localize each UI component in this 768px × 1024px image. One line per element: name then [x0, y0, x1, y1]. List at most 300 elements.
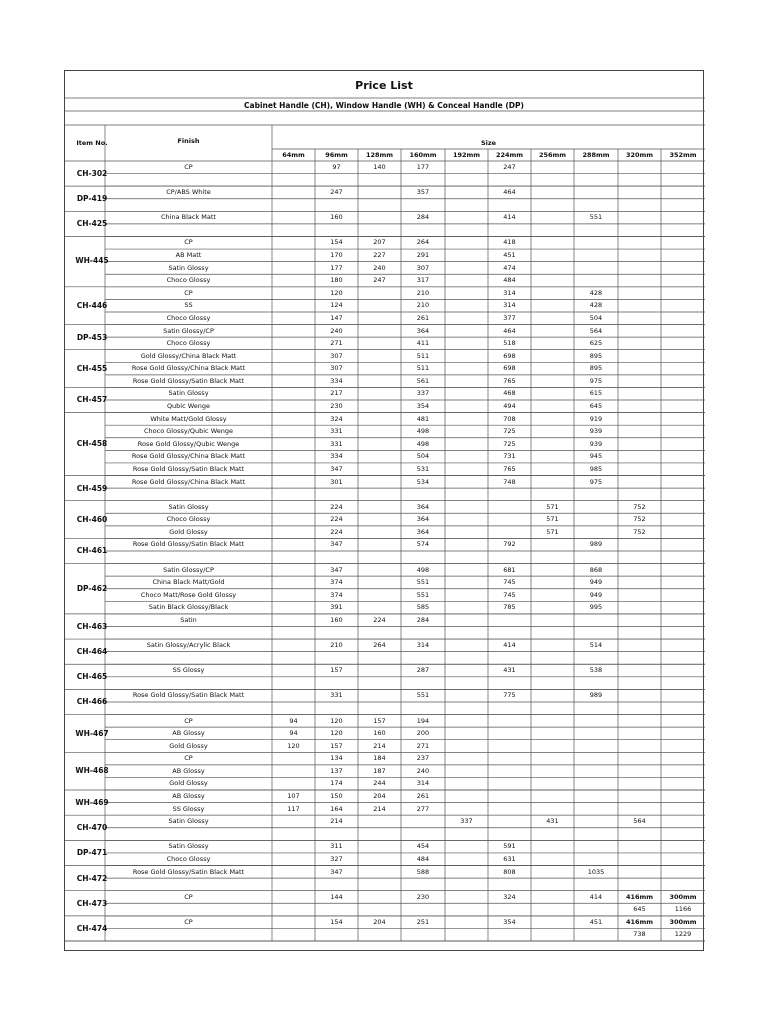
- price-cell: [618, 740, 661, 753]
- price-cell: [531, 375, 574, 388]
- price-cell: [661, 589, 705, 602]
- price-cell: [488, 715, 531, 728]
- price-cell: [488, 526, 531, 539]
- price-cell: 498: [416, 439, 430, 448]
- price-cell: 428: [589, 301, 603, 310]
- price-cell: [618, 538, 661, 551]
- price-cell: [661, 325, 705, 338]
- price-cell: [618, 664, 661, 677]
- price-cell: [618, 803, 661, 816]
- price-cell: [661, 362, 705, 375]
- price-cell: 224: [373, 615, 386, 624]
- price-cell: [358, 501, 401, 514]
- price-cell: [445, 664, 488, 677]
- price-cell: 698: [503, 351, 516, 360]
- finish-cell: Satin Glossy: [168, 502, 209, 511]
- price-cell: [272, 287, 315, 300]
- price-cell: 354: [416, 402, 430, 411]
- price-cell: [272, 161, 315, 174]
- price-cell: [618, 777, 661, 790]
- price-cell: 975: [589, 376, 603, 385]
- finish-cell: SS Glossy: [172, 804, 205, 813]
- price-cell: 224: [330, 515, 343, 524]
- price-cell: [661, 576, 705, 589]
- price-cell: [272, 425, 315, 438]
- price-cell: 331: [330, 691, 343, 700]
- finish-cell: Rose Gold Glossy/China Black Matt: [131, 477, 246, 486]
- price-cell: 300mm: [669, 917, 697, 926]
- price-cell: 939: [589, 439, 603, 448]
- price-cell: 808: [503, 867, 516, 876]
- price-cell: 785: [503, 603, 516, 612]
- price-cell: [661, 312, 705, 325]
- finish-cell: China Black Matt/Gold: [152, 578, 225, 587]
- price-cell: 251: [416, 917, 430, 926]
- price-cell: 244: [373, 779, 386, 788]
- finish-cell: CP: [184, 917, 193, 926]
- price-cell: [272, 903, 315, 916]
- price-cell: 708: [503, 414, 516, 423]
- price-cell: 264: [416, 238, 430, 247]
- price-cell: 414: [503, 213, 516, 222]
- price-cell: [574, 161, 618, 174]
- header-size-224mm: 224mm: [495, 151, 524, 159]
- price-cell: 210: [416, 301, 430, 310]
- price-cell: [661, 161, 705, 174]
- item-no-cell: CH-446: [76, 300, 108, 310]
- price-cell: [272, 589, 315, 602]
- price-cell: 107: [287, 792, 300, 801]
- price-cell: 451: [503, 251, 516, 260]
- price-cell: [531, 928, 574, 941]
- price-cell: [661, 274, 705, 287]
- price-cell: 514: [589, 641, 603, 650]
- price-cell: [661, 438, 705, 451]
- price-cell: [315, 903, 358, 916]
- price-cell: 157: [373, 716, 386, 725]
- price-cell: 451: [589, 917, 603, 926]
- price-cell: 240: [330, 326, 343, 335]
- price-cell: 331: [330, 439, 343, 448]
- price-cell: [358, 513, 401, 526]
- price-cell: [618, 853, 661, 866]
- price-cell: [488, 815, 531, 828]
- item-no-cell: CH-302: [76, 169, 108, 178]
- price-cell: [488, 614, 531, 627]
- price-cell: [661, 350, 705, 363]
- price-cell: [445, 803, 488, 816]
- price-cell: 374: [330, 578, 343, 587]
- price-cell: 134: [330, 754, 343, 763]
- price-cell: 324: [503, 892, 516, 901]
- finish-cell: CP: [184, 288, 193, 297]
- item-no-cell: CH-458: [76, 438, 108, 448]
- price-cell: [445, 526, 488, 539]
- price-cell: [661, 299, 705, 312]
- price-cell: 224: [330, 502, 343, 511]
- price-cell: 137: [330, 766, 343, 775]
- price-cell: 431: [503, 666, 516, 675]
- price-cell: 725: [503, 427, 516, 436]
- price-cell: 247: [503, 163, 516, 171]
- finish-cell: AB Glossy: [172, 792, 205, 801]
- price-cell: 504: [589, 313, 603, 322]
- price-cell: 531: [416, 464, 430, 473]
- price-cell: [488, 501, 531, 514]
- price-cell: [445, 413, 488, 426]
- price-cell: [358, 815, 401, 828]
- price-cell: [445, 450, 488, 463]
- price-cell: 895: [589, 351, 603, 360]
- price-cell: 511: [416, 364, 430, 373]
- price-cell: 414: [589, 892, 603, 901]
- price-cell: 307: [330, 364, 343, 373]
- price-cell: [445, 916, 488, 929]
- price-cell: [618, 765, 661, 778]
- price-cell: [661, 249, 705, 262]
- price-cell: 551: [416, 590, 430, 599]
- price-cell: [358, 576, 401, 589]
- price-cell: 347: [330, 540, 343, 549]
- price-cell: [618, 161, 661, 174]
- price-cell: [531, 689, 574, 702]
- price-cell: [358, 928, 401, 941]
- price-cell: [358, 325, 401, 338]
- price-cell: [445, 438, 488, 451]
- price-cell: [574, 928, 618, 941]
- price-cell: 574: [416, 540, 430, 549]
- price-cell: [661, 425, 705, 438]
- price-cell: [531, 614, 574, 627]
- price-cell: [618, 866, 661, 879]
- price-cell: 752: [633, 527, 646, 536]
- price-cell: [445, 853, 488, 866]
- price-cell: [661, 413, 705, 426]
- price-cell: 468: [503, 389, 516, 398]
- price-cell: 277: [416, 804, 430, 813]
- price-cell: 247: [330, 188, 343, 197]
- item-no-cell: CH-463: [76, 621, 108, 631]
- price-cell: [618, 715, 661, 728]
- price-cell: 949: [589, 590, 603, 599]
- price-cell: [661, 186, 705, 199]
- price-cell: [272, 576, 315, 589]
- price-cell: 765: [503, 464, 516, 473]
- price-cell: [531, 765, 574, 778]
- price-cell: [618, 186, 661, 199]
- item-no-cell: DP-471: [76, 848, 108, 858]
- price-cell: [445, 274, 488, 287]
- price-cell: [661, 815, 705, 828]
- price-cell: [618, 614, 661, 627]
- document-subtitle: Cabinet Handle (CH), Window Handle (WH) & Conceal Handle (DP): [244, 101, 524, 110]
- price-cell: [661, 639, 705, 652]
- price-cell: [358, 438, 401, 451]
- price-cell: 752: [633, 502, 646, 511]
- price-cell: [272, 840, 315, 853]
- price-cell: [445, 501, 488, 514]
- price-cell: [488, 513, 531, 526]
- price-cell: [531, 903, 574, 916]
- price-cell: [661, 375, 705, 388]
- price-cell: [272, 777, 315, 790]
- price-cell: 428: [589, 288, 603, 297]
- price-cell: 187: [373, 766, 386, 775]
- finish-cell: Choco Glossy: [166, 276, 211, 285]
- price-cell: 625: [589, 339, 603, 348]
- item-no-cell: DP-462: [76, 583, 108, 593]
- price-cell: [358, 211, 401, 224]
- finish-cell: Rose Gold Glossy/Satin Black Matt: [132, 867, 245, 876]
- price-cell: 1166: [674, 905, 692, 914]
- price-cell: [661, 501, 705, 514]
- price-cell: [661, 740, 705, 753]
- price-cell: [272, 476, 315, 489]
- price-cell: [531, 853, 574, 866]
- price-cell: [618, 287, 661, 300]
- finish-cell: Rose Gold Glossy/Satin Black Matt: [132, 540, 245, 549]
- item-no-cell: WH-468: [75, 766, 109, 776]
- price-cell: [272, 362, 315, 375]
- price-cell: 748: [503, 477, 516, 486]
- price-cell: 484: [503, 276, 516, 285]
- price-cell: [574, 236, 618, 249]
- price-cell: [358, 853, 401, 866]
- price-cell: [445, 375, 488, 388]
- price-cell: 511: [416, 351, 430, 360]
- price-cell: [531, 463, 574, 476]
- price-cell: [618, 375, 661, 388]
- price-cell: 484: [416, 854, 430, 863]
- price-cell: 240: [416, 766, 430, 775]
- finish-cell: Rose Gold Glossy/Satin Black Matt: [132, 691, 245, 700]
- price-cell: 120: [330, 729, 343, 738]
- price-cell: [272, 752, 315, 765]
- finish-cell: Choco Glossy: [166, 313, 211, 322]
- price-cell: [445, 689, 488, 702]
- price-cell: 174: [330, 779, 343, 788]
- price-cell: [531, 790, 574, 803]
- price-cell: [358, 186, 401, 199]
- price-cell: [272, 299, 315, 312]
- price-cell: [272, 450, 315, 463]
- price-cell: [358, 375, 401, 388]
- price-cell: [358, 299, 401, 312]
- price-cell: [272, 639, 315, 652]
- price-cell: [358, 450, 401, 463]
- price-cell: [618, 413, 661, 426]
- price-cell: [618, 400, 661, 413]
- finish-cell: AB Matt: [175, 251, 202, 260]
- price-cell: 534: [416, 477, 430, 486]
- finish-cell: Choco Glossy: [166, 339, 211, 348]
- price-cell: [661, 476, 705, 489]
- price-cell: 140: [373, 163, 386, 171]
- price-cell: 287: [416, 666, 430, 675]
- price-cell: [401, 928, 445, 941]
- price-cell: 347: [330, 464, 343, 473]
- price-cell: 752: [633, 515, 646, 524]
- price-cell: [618, 601, 661, 614]
- price-cell: [358, 350, 401, 363]
- price-cell: [272, 765, 315, 778]
- price-cell: 334: [330, 376, 343, 385]
- price-cell: [358, 387, 401, 400]
- price-list-sheet: [64, 70, 704, 951]
- price-cell: [531, 400, 574, 413]
- price-cell: [445, 866, 488, 879]
- price-cell: [445, 463, 488, 476]
- price-cell: [661, 337, 705, 350]
- price-cell: [272, 866, 315, 879]
- price-cell: [358, 664, 401, 677]
- price-cell: [488, 752, 531, 765]
- price-cell: [618, 337, 661, 350]
- finish-cell: CP: [184, 754, 193, 763]
- price-cell: 307: [330, 351, 343, 360]
- price-cell: 311: [330, 842, 343, 851]
- finish-cell: Satin Glossy/Acrylic Black: [146, 641, 231, 650]
- price-cell: [272, 853, 315, 866]
- price-cell: 314: [416, 779, 430, 788]
- price-cell: [358, 312, 401, 325]
- price-cell: [574, 186, 618, 199]
- price-cell: [661, 211, 705, 224]
- price-cell: [618, 438, 661, 451]
- item-no-cell: CH-461: [76, 546, 108, 556]
- price-cell: 160: [330, 213, 343, 222]
- price-cell: [272, 375, 315, 388]
- price-cell: 160: [330, 615, 343, 624]
- price-cell: 745: [503, 590, 516, 599]
- price-cell: 261: [416, 313, 430, 322]
- item-no-cell: CH-474: [76, 923, 108, 933]
- price-cell: 177: [416, 163, 430, 171]
- price-cell: 518: [503, 339, 516, 348]
- price-cell: [531, 715, 574, 728]
- price-cell: [531, 425, 574, 438]
- price-cell: 347: [330, 565, 343, 574]
- price-cell: [618, 639, 661, 652]
- header-size-160mm: 160mm: [409, 151, 437, 159]
- price-cell: [574, 614, 618, 627]
- price-cell: [531, 639, 574, 652]
- price-cell: [618, 689, 661, 702]
- finish-cell: Satin Glossy/CP: [163, 565, 214, 574]
- price-cell: [531, 337, 574, 350]
- price-cell: 571: [546, 515, 559, 524]
- price-cell: [618, 450, 661, 463]
- price-cell: [618, 752, 661, 765]
- price-cell: [358, 538, 401, 551]
- price-cell: [445, 236, 488, 249]
- item-no-cell: CH-425: [76, 219, 108, 229]
- header-size-192mm: 192mm: [452, 151, 481, 159]
- price-cell: [618, 312, 661, 325]
- price-cell: [574, 803, 618, 816]
- price-cell: [272, 928, 315, 941]
- price-cell: [661, 840, 705, 853]
- price-cell: [445, 715, 488, 728]
- finish-cell: Satin Glossy: [168, 842, 209, 851]
- price-cell: 364: [416, 326, 430, 335]
- price-cell: 454: [416, 842, 430, 851]
- price-cell: [661, 689, 705, 702]
- price-cell: 94: [289, 729, 298, 738]
- price-cell: [445, 287, 488, 300]
- price-cell: [445, 727, 488, 740]
- price-cell: [445, 752, 488, 765]
- finish-cell: [105, 903, 272, 916]
- price-cell: [574, 840, 618, 853]
- price-cell: 919: [589, 414, 603, 423]
- item-no-cell: DP-419: [76, 194, 108, 204]
- price-cell: 377: [503, 313, 516, 322]
- price-cell: [272, 614, 315, 627]
- price-cell: 354: [503, 917, 516, 926]
- price-cell: [531, 866, 574, 879]
- price-cell: [618, 274, 661, 287]
- price-cell: [272, 891, 315, 904]
- price-cell: [531, 840, 574, 853]
- price-cell: [531, 891, 574, 904]
- price-cell: [272, 438, 315, 451]
- price-cell: [445, 476, 488, 489]
- price-cell: 230: [330, 402, 343, 411]
- price-cell: 97: [332, 163, 341, 171]
- price-cell: 681: [503, 565, 516, 574]
- price-cell: [618, 476, 661, 489]
- price-cell: 989: [589, 540, 603, 549]
- price-cell: [272, 312, 315, 325]
- price-cell: 1229: [674, 930, 692, 939]
- price-cell: [445, 186, 488, 199]
- price-cell: [272, 501, 315, 514]
- price-cell: 347: [330, 867, 343, 876]
- price-cell: 180: [330, 276, 343, 285]
- price-cell: [531, 362, 574, 375]
- price-cell: 240: [373, 263, 386, 272]
- price-cell: [272, 325, 315, 338]
- price-cell: [445, 400, 488, 413]
- price-cell: 564: [589, 326, 603, 335]
- price-cell: [445, 325, 488, 338]
- price-cell: 571: [546, 527, 559, 536]
- price-cell: 120: [330, 288, 343, 297]
- header-item-no: Item No.: [76, 139, 108, 147]
- price-cell: 975: [589, 477, 603, 486]
- price-cell: [618, 249, 661, 262]
- price-cell: [661, 450, 705, 463]
- price-cell: [574, 790, 618, 803]
- price-cell: 200: [416, 729, 430, 738]
- price-cell: [272, 211, 315, 224]
- price-cell: [488, 727, 531, 740]
- price-cell: [272, 186, 315, 199]
- price-cell: [401, 815, 445, 828]
- price-cell: [531, 664, 574, 677]
- price-cell: [661, 765, 705, 778]
- price-cell: [445, 299, 488, 312]
- item-no-cell: WH-467: [75, 728, 109, 738]
- price-cell: 551: [416, 691, 430, 700]
- price-cell: [661, 526, 705, 539]
- price-cell: [445, 513, 488, 526]
- price-cell: 1035: [587, 867, 605, 876]
- price-cell: 314: [503, 288, 516, 297]
- price-cell: [531, 777, 574, 790]
- price-cell: [618, 299, 661, 312]
